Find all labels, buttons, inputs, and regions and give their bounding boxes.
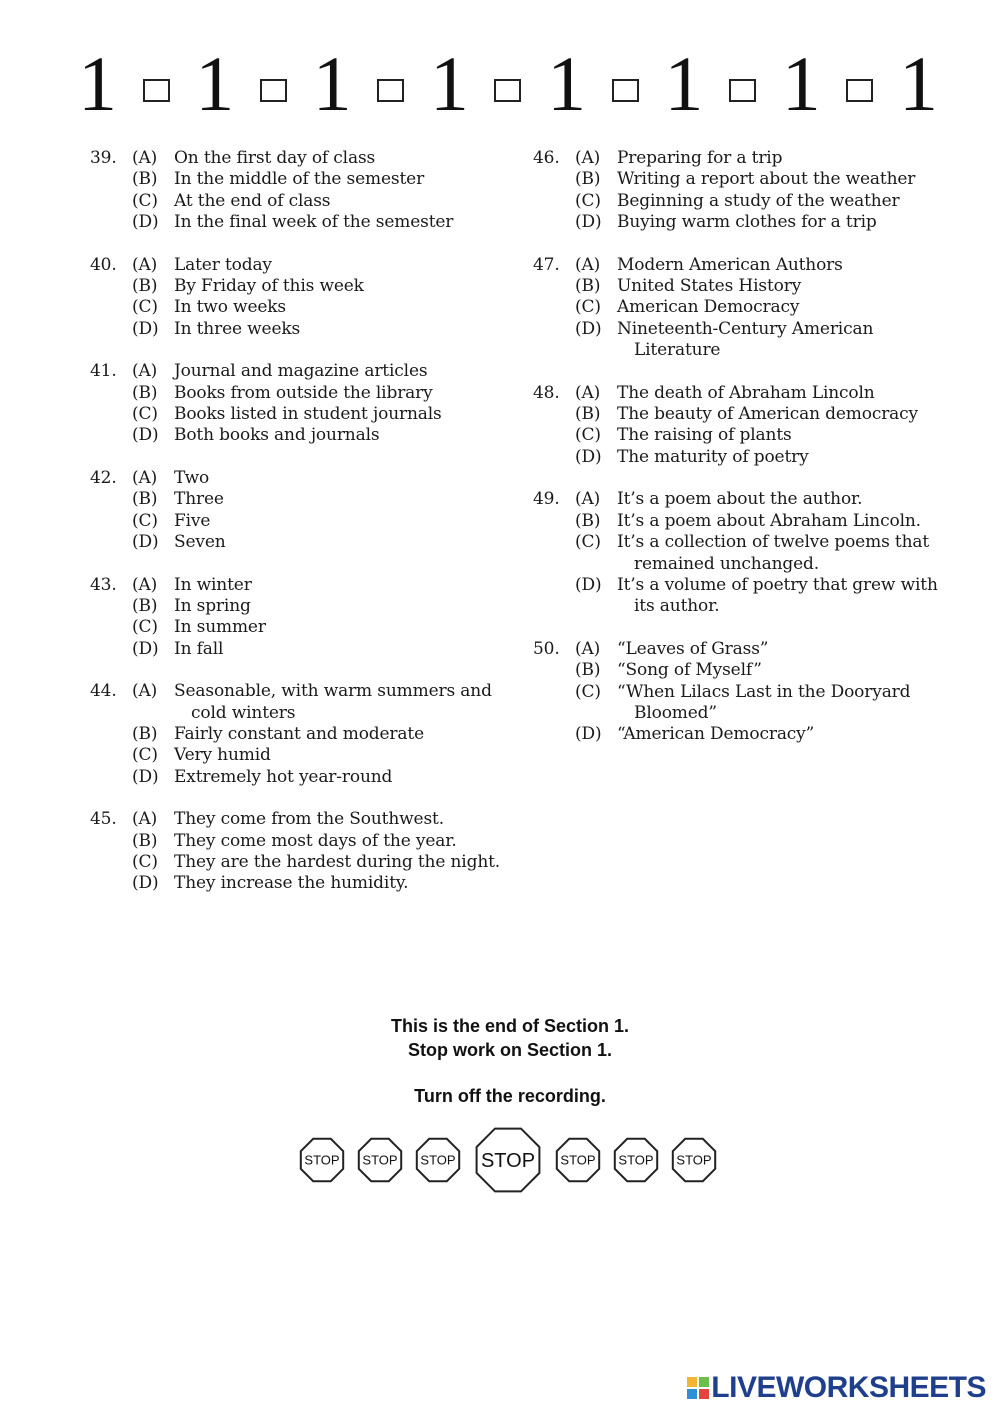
answer-option bbox=[90, 852, 510, 873]
question-number: 47. bbox=[533, 254, 560, 275]
option-letter: (B) bbox=[575, 660, 601, 681]
answer-option bbox=[90, 639, 510, 660]
option-text: Fairly constant and moderate bbox=[174, 723, 424, 744]
answer-option bbox=[90, 767, 510, 788]
answer-option bbox=[90, 468, 510, 489]
option-text: Five bbox=[174, 510, 211, 531]
option-letter: (D) bbox=[132, 318, 159, 339]
option-letter: (A) bbox=[132, 361, 158, 382]
stop-sign-label: STOP bbox=[480, 1150, 536, 1172]
option-text: Books listed in student journals bbox=[174, 404, 442, 425]
option-letter: (B) bbox=[132, 382, 158, 403]
answer-option bbox=[90, 809, 510, 830]
option-text: Very humid bbox=[174, 745, 271, 766]
answer-option bbox=[533, 575, 953, 596]
option-text: They are the hardest during the night. bbox=[174, 851, 501, 872]
answer-option bbox=[533, 319, 953, 340]
option-text: Two bbox=[174, 467, 210, 488]
question-item bbox=[90, 809, 510, 895]
stop-sign-label: STOP bbox=[618, 1152, 654, 1168]
option-letter: (B) bbox=[575, 510, 601, 531]
option-text: “Song of Myself” bbox=[617, 660, 762, 681]
option-letter: (C) bbox=[575, 681, 601, 702]
option-text: It’s a volume of poetry that grew with bbox=[617, 574, 938, 595]
option-letter: (D) bbox=[132, 212, 159, 233]
question-item bbox=[90, 148, 510, 234]
section-number: 1 bbox=[898, 40, 938, 127]
option-text: It’s a collection of twelve poems that bbox=[617, 532, 930, 553]
square-icon bbox=[143, 79, 170, 102]
answer-option bbox=[90, 617, 510, 638]
question-item bbox=[90, 575, 510, 661]
answer-option bbox=[90, 532, 510, 553]
section-number: 1 bbox=[195, 40, 235, 127]
option-letter: (D) bbox=[575, 318, 602, 339]
option-letter: (A) bbox=[575, 489, 601, 510]
section-number: 1 bbox=[781, 40, 821, 127]
option-text: In three weeks bbox=[174, 318, 301, 339]
option-text: In spring bbox=[174, 595, 251, 616]
option-text: Journal and magazine articles bbox=[174, 361, 428, 382]
option-letter: (B) bbox=[575, 404, 601, 425]
option-letter: (C) bbox=[132, 297, 158, 318]
option-text: Nineteenth-Century American bbox=[617, 318, 874, 339]
liveworksheets-brand-text: LIVEWORKSHEETS bbox=[711, 1371, 986, 1404]
answer-option bbox=[90, 191, 510, 212]
answer-option bbox=[90, 425, 510, 446]
stop-sign-label: STOP bbox=[676, 1152, 712, 1168]
stop-sign-icon bbox=[472, 1124, 544, 1196]
answer-option bbox=[90, 831, 510, 852]
option-letter: (D) bbox=[575, 724, 602, 745]
stop-sign-icon bbox=[553, 1135, 603, 1185]
option-text: “Leaves of Grass” bbox=[617, 638, 769, 659]
option-letter: (C) bbox=[132, 745, 158, 766]
option-text: Both books and journals bbox=[174, 425, 380, 446]
answer-option bbox=[90, 383, 510, 404]
answer-option bbox=[533, 191, 953, 212]
option-letter: (B) bbox=[132, 595, 158, 616]
answer-option-continuation bbox=[533, 703, 953, 724]
option-letter: (C) bbox=[575, 190, 601, 211]
stop-sign-icon bbox=[355, 1135, 405, 1185]
option-letter: (C) bbox=[132, 190, 158, 211]
answer-option bbox=[533, 404, 953, 425]
option-letter: (A) bbox=[132, 467, 158, 488]
answer-option-continuation bbox=[533, 554, 953, 575]
answer-option bbox=[533, 425, 953, 446]
answer-option bbox=[90, 745, 510, 766]
answer-option bbox=[533, 660, 953, 681]
square-icon bbox=[612, 79, 639, 102]
answer-option bbox=[90, 511, 510, 532]
option-letter: (A) bbox=[132, 574, 158, 595]
section-number: 1 bbox=[78, 40, 117, 127]
stop-sign-label: STOP bbox=[304, 1152, 340, 1168]
option-text: On the first day of class bbox=[174, 148, 376, 168]
option-letter: (C) bbox=[132, 617, 158, 638]
option-text: In two weeks bbox=[174, 297, 286, 318]
option-letter: (A) bbox=[575, 254, 601, 275]
option-text: Beginning a study of the weather bbox=[617, 190, 900, 211]
answer-option bbox=[533, 682, 953, 703]
question-item bbox=[533, 148, 953, 234]
question-number: 45. bbox=[90, 809, 117, 830]
option-text: In the middle of the semester bbox=[174, 169, 425, 190]
option-letter: (C) bbox=[575, 297, 601, 318]
option-text: Later today bbox=[174, 254, 272, 275]
answer-option bbox=[533, 489, 953, 510]
option-letter: (D) bbox=[132, 425, 159, 446]
option-letter: (A) bbox=[132, 681, 158, 702]
question-number: 50. bbox=[533, 638, 560, 659]
answer-option bbox=[90, 596, 510, 617]
answer-option bbox=[533, 297, 953, 318]
option-text: Literature bbox=[634, 340, 721, 361]
questions-column-right bbox=[533, 148, 953, 767]
option-text: It’s a poem about the author. bbox=[617, 489, 863, 510]
section-number: 1 bbox=[664, 40, 704, 127]
option-letter: (B) bbox=[132, 169, 158, 190]
question-number: 44. bbox=[90, 681, 117, 702]
turn-off-recording-note: Turn off the recording. bbox=[414, 1086, 606, 1106]
question-item bbox=[533, 383, 953, 469]
answer-option bbox=[90, 212, 510, 233]
square-icon bbox=[494, 79, 521, 102]
option-text: The raising of plants bbox=[617, 425, 792, 446]
option-letter: (D) bbox=[575, 574, 602, 595]
section-number: 1 bbox=[312, 40, 352, 127]
option-text: The maturity of poetry bbox=[617, 446, 809, 467]
question-item bbox=[90, 255, 510, 341]
answer-option bbox=[90, 873, 510, 894]
option-text: cold winters bbox=[191, 702, 296, 723]
answer-option bbox=[90, 148, 510, 169]
option-text: The death of Abraham Lincoln bbox=[617, 382, 875, 403]
liveworksheets-logo bbox=[687, 1370, 986, 1406]
option-text: Books from outside the library bbox=[174, 382, 433, 403]
answer-option bbox=[533, 639, 953, 660]
answer-option bbox=[90, 724, 510, 745]
answer-option bbox=[90, 169, 510, 190]
stop-sign-icon bbox=[611, 1135, 661, 1185]
answer-option bbox=[533, 511, 953, 532]
end-notice-line-2: Stop work on Section 1. bbox=[407, 1040, 613, 1060]
stop-sign-icon bbox=[413, 1135, 463, 1185]
option-text: In winter bbox=[174, 574, 252, 595]
option-letter: (D) bbox=[132, 766, 159, 787]
question-item bbox=[533, 639, 953, 746]
end-of-section-notice bbox=[0, 1014, 1000, 1108]
answer-option-continuation bbox=[90, 703, 510, 724]
option-text: American Democracy bbox=[617, 297, 800, 318]
question-number: 43. bbox=[90, 574, 117, 595]
option-letter: (B) bbox=[132, 723, 158, 744]
option-letter: (A) bbox=[575, 638, 601, 659]
question-item bbox=[533, 255, 953, 362]
option-text: Modern American Authors bbox=[617, 254, 843, 275]
option-letter: (D) bbox=[132, 638, 159, 659]
square-icon bbox=[260, 79, 287, 102]
end-notice-line-1: This is the end of Section 1. bbox=[390, 1016, 630, 1036]
question-number: 46. bbox=[533, 148, 560, 168]
question-number: 39. bbox=[90, 148, 117, 168]
option-text: In summer bbox=[174, 617, 266, 638]
option-text: Seasonable, with warm summers and bbox=[174, 681, 492, 702]
question-number: 48. bbox=[533, 382, 560, 403]
question-number: 49. bbox=[533, 489, 560, 510]
option-letter: (D) bbox=[575, 446, 602, 467]
answer-option bbox=[90, 404, 510, 425]
questions-column-left bbox=[90, 148, 510, 916]
answer-option bbox=[533, 276, 953, 297]
option-letter: (C) bbox=[575, 532, 601, 553]
square-icon bbox=[846, 79, 873, 102]
answer-option bbox=[90, 276, 510, 297]
option-text: Seven bbox=[174, 532, 226, 553]
option-letter: (C) bbox=[575, 425, 601, 446]
option-text: They increase the humidity. bbox=[174, 873, 409, 894]
answer-option bbox=[533, 169, 953, 190]
option-text: Bloomed” bbox=[634, 702, 717, 723]
answer-option bbox=[90, 319, 510, 340]
section-header bbox=[78, 40, 938, 127]
option-letter: (D) bbox=[132, 873, 159, 894]
option-text: “American Democracy” bbox=[617, 724, 815, 745]
answer-option bbox=[533, 724, 953, 745]
answer-option bbox=[90, 297, 510, 318]
square-icon bbox=[377, 79, 404, 102]
option-letter: (B) bbox=[132, 830, 158, 851]
liveworksheets-cube-icon bbox=[687, 1377, 709, 1399]
option-letter: (A) bbox=[575, 148, 601, 168]
option-letter: (D) bbox=[132, 532, 159, 553]
answer-option bbox=[90, 575, 510, 596]
answer-option bbox=[90, 681, 510, 702]
answer-option-continuation bbox=[533, 340, 953, 361]
answer-option bbox=[90, 255, 510, 276]
question-number: 42. bbox=[90, 467, 117, 488]
option-text: United States History bbox=[617, 276, 802, 297]
answer-option bbox=[90, 361, 510, 382]
option-letter: (D) bbox=[575, 212, 602, 233]
square-icon bbox=[729, 79, 756, 102]
option-text: “When Lilacs Last in the Dooryard bbox=[617, 681, 911, 702]
answer-option-continuation bbox=[533, 596, 953, 617]
answer-option bbox=[533, 212, 953, 233]
option-text: They come most days of the year. bbox=[174, 830, 457, 851]
option-letter: (B) bbox=[132, 489, 158, 510]
option-text: remained unchanged. bbox=[634, 553, 820, 574]
option-letter: (C) bbox=[132, 851, 158, 872]
question-item bbox=[90, 681, 510, 788]
option-letter: (A) bbox=[132, 148, 158, 168]
option-text: The beauty of American democracy bbox=[617, 404, 918, 425]
question-item bbox=[533, 489, 953, 617]
option-text: Preparing for a trip bbox=[617, 148, 783, 168]
section-number: 1 bbox=[429, 40, 469, 127]
option-letter: (B) bbox=[575, 169, 601, 190]
stop-sign-icon bbox=[297, 1135, 347, 1185]
answer-option bbox=[533, 255, 953, 276]
option-text: By Friday of this week bbox=[174, 276, 364, 297]
option-text: Writing a report about the weather bbox=[617, 169, 916, 190]
option-text: its author. bbox=[634, 596, 720, 617]
answer-option bbox=[533, 148, 953, 169]
option-text: It’s a poem about Abraham Lincoln. bbox=[617, 510, 921, 531]
question-item bbox=[90, 361, 510, 447]
option-text: They come from the Southwest. bbox=[174, 809, 444, 830]
stop-signs-row bbox=[0, 1126, 1000, 1196]
option-letter: (C) bbox=[132, 510, 158, 531]
answer-option bbox=[533, 532, 953, 553]
option-letter: (A) bbox=[575, 382, 601, 403]
answer-option bbox=[533, 447, 953, 468]
question-number: 40. bbox=[90, 254, 117, 275]
option-text: In fall bbox=[174, 638, 224, 659]
option-text: Buying warm clothes for a trip bbox=[617, 212, 877, 233]
answer-option bbox=[90, 489, 510, 510]
option-letter: (C) bbox=[132, 404, 158, 425]
option-text: Three bbox=[174, 489, 224, 510]
option-letter: (B) bbox=[575, 276, 601, 297]
option-text: At the end of class bbox=[174, 190, 331, 211]
option-text: Extremely hot year-round bbox=[174, 766, 393, 787]
option-letter: (B) bbox=[132, 276, 158, 297]
section-number: 1 bbox=[547, 40, 587, 127]
stop-sign-label: STOP bbox=[362, 1152, 398, 1168]
option-letter: (A) bbox=[132, 809, 158, 830]
stop-sign-label: STOP bbox=[560, 1152, 596, 1168]
stop-sign-label: STOP bbox=[420, 1152, 456, 1168]
option-text: In the final week of the semester bbox=[174, 212, 454, 233]
option-letter: (A) bbox=[132, 254, 158, 275]
stop-sign-icon bbox=[669, 1135, 719, 1185]
answer-option bbox=[533, 383, 953, 404]
question-number: 41. bbox=[90, 361, 117, 382]
question-item bbox=[90, 468, 510, 554]
